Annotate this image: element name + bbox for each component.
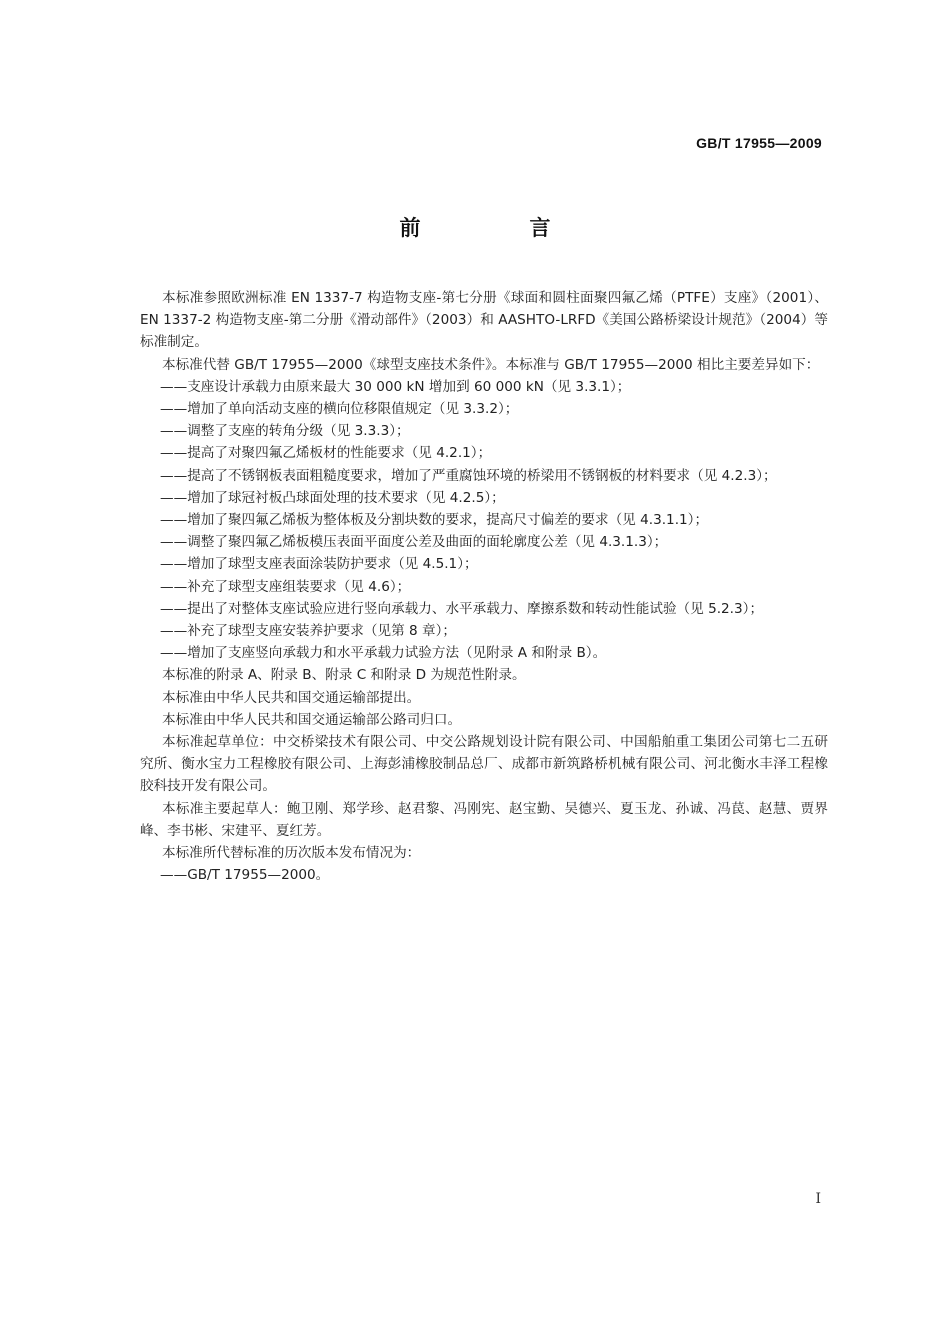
- drafters-paragraph: 本标准主要起草人：鲍卫刚、郑学珍、赵君黎、冯刚宪、赵宝勤、吴德兴、夏玉龙、孙诚、冯苠、赵慧、贾界峰、李书彬、宋建平、夏红芳。: [140, 800, 828, 839]
- change-item: ——提高了不锈钢板表面粗糙度要求，增加了严重腐蚀环境的桥梁用不锈钢板的材料要求（见 4.2.3）；: [160, 467, 777, 484]
- history-item: ——GB/T 17955—2000。: [160, 867, 330, 884]
- page-number: I: [815, 1191, 821, 1207]
- page-title: 前 言: [399, 216, 595, 240]
- foreword-body: [140, 287, 828, 886]
- standard-code: GB/T 17955—2009: [696, 135, 822, 151]
- history-intro-paragraph: 本标准所代替标准的历次版本发布情况为：: [162, 845, 421, 862]
- change-item: ——增加了支座竖向承载力和水平承载力试验方法（见附录 A 和附录 B）。: [160, 645, 607, 662]
- change-item: ——提出了对整体支座试验应进行竖向承载力、水平承载力、摩擦系数和转动性能试验（见 5.2.3）；: [160, 600, 764, 617]
- info-paragraph: 本标准由中华人民共和国交通运输部提出。: [162, 689, 421, 706]
- change-item: ——调整了支座的转角分级（见 3.3.3）；: [160, 423, 410, 440]
- intro-paragraph: 本标准参照欧洲标准 EN 1337-7 构造物支座-第七分册《球面和圆柱面聚四氟乙烯（PTFE）支座》（2001）、EN 1337-2 构造物支座-第二分册《滑动部件》（2003）和 AASHTO-LRFD《美国公路桥梁设计规范》（2004）等标准制定。: [140, 290, 828, 351]
- change-item: ——补充了球型支座组装要求（见 4.6）；: [160, 578, 411, 595]
- change-item: ——提高了对聚四氟乙烯板材的性能要求（见 4.2.1）；: [160, 445, 492, 462]
- change-item: ——支座设计承载力由原来最大 30 000 kN 增加到 60 000 kN（见 3.3.1）；: [160, 378, 631, 395]
- change-item: ——增加了球型支座表面涂装防护要求（见 4.5.1）；: [160, 556, 478, 573]
- change-item: ——增加了单向活动支座的横向位移限值规定（见 3.3.2）；: [160, 401, 519, 418]
- change-item: ——增加了球冠衬板凸球面处理的技术要求（见 4.2.5）；: [160, 489, 505, 506]
- drafting-units-paragraph: 本标准起草单位：中交桥梁技术有限公司、中交公路规划设计院有限公司、中国船舶重工集团公司第七二五研究所、衡水宝力工程橡胶有限公司、上海彭浦橡胶制品总厂、成都市新筑路桥机械有限公司、河北衡水丰泽工程橡胶科技开发有限公司。: [140, 734, 828, 795]
- intro-paragraph: 本标准代替 GB/T 17955—2000《球型支座技术条件》。本标准与 GB/T 17955—2000 相比主要差异如下：: [162, 356, 820, 373]
- change-item: ——增加了聚四氟乙烯板为整体板及分割块数的要求，提高尺寸偏差的要求（见 4.3.1.1）；: [160, 512, 709, 529]
- info-paragraph: 本标准由中华人民共和国交通运输部公路司归口。: [162, 711, 462, 728]
- change-item: ——调整了聚四氟乙烯板模压表面平面度公差及曲面的面轮廓度公差（见 4.3.1.3）；: [160, 534, 668, 551]
- info-paragraph: 本标准的附录 A、附录 B、附录 C 和附录 D 为规范性附录。: [162, 667, 526, 684]
- change-item: ——补充了球型支座安装养护要求（见第 8 章）；: [160, 623, 456, 640]
